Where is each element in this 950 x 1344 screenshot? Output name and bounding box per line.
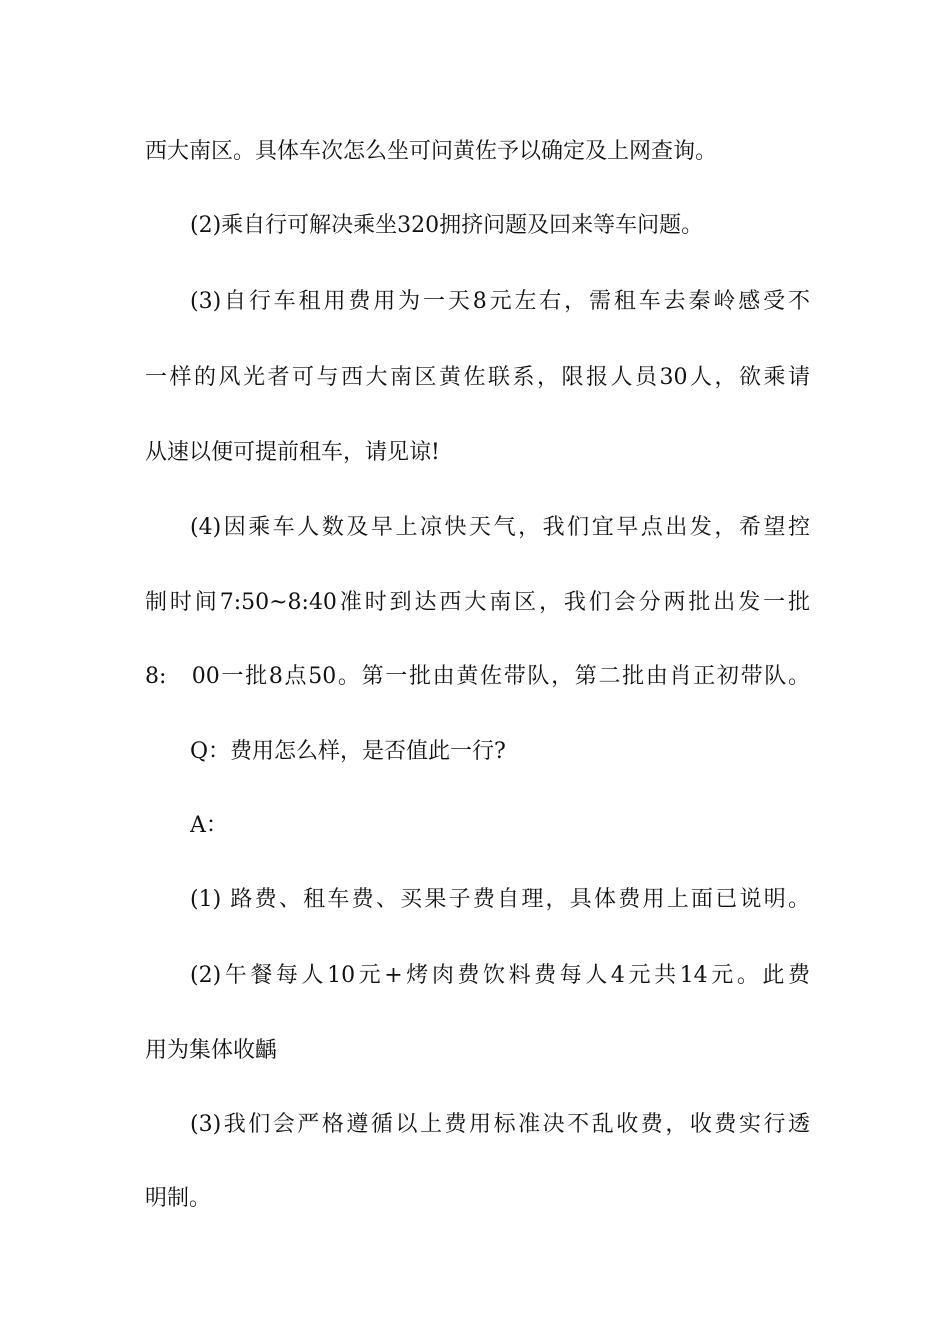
text-line-9: Q：费用怎么样，是否值此一行? xyxy=(190,739,506,764)
text-line-8: 8: 00一批8点50。第一批由黄佐带队，第二批由肖正初带队。 xyxy=(145,664,810,689)
text-line-15: 明制。 xyxy=(145,1186,212,1211)
text-line-14: (3)我们会严格遵循以上费用标准决不乱收费，收费实行透 xyxy=(190,1112,810,1137)
text-line-5: 从速以便可提前租车，请见谅! xyxy=(145,440,440,465)
text-line-6: (4)因乘车人数及早上凉快天气，我们宜早点出发，希望控 xyxy=(190,515,810,540)
text-line-4: 一样的风光者可与西大南区黄佐联系，限报人员30人，欲乘请 xyxy=(145,365,810,390)
text-line-12: (2)午餐每人10元+烤肉费饮料费每人4元共14元。此费 xyxy=(190,963,810,988)
text-line-11: (1) 路费、租车费、买果子费自理，具体费用上面已说明。 xyxy=(190,887,810,912)
text-line-2: (2)乘自行可解决乘坐320拥挤问题及回来等车问题。 xyxy=(190,213,704,238)
text-line-7: 制时间7:50~8:40准时到达西大南区，我们会分两批出发一批 xyxy=(145,590,810,615)
text-line-13: 用为集体收齲 xyxy=(145,1038,278,1063)
text-line-3: (3)自行车租用费用为一天8元左右，需租车去秦岭感受不 xyxy=(190,289,810,314)
text-line-1: 西大南区。具体车次怎么坐可问黄佐予以确定及上网查询。 xyxy=(145,139,718,164)
text-line-10: A： xyxy=(190,813,228,838)
